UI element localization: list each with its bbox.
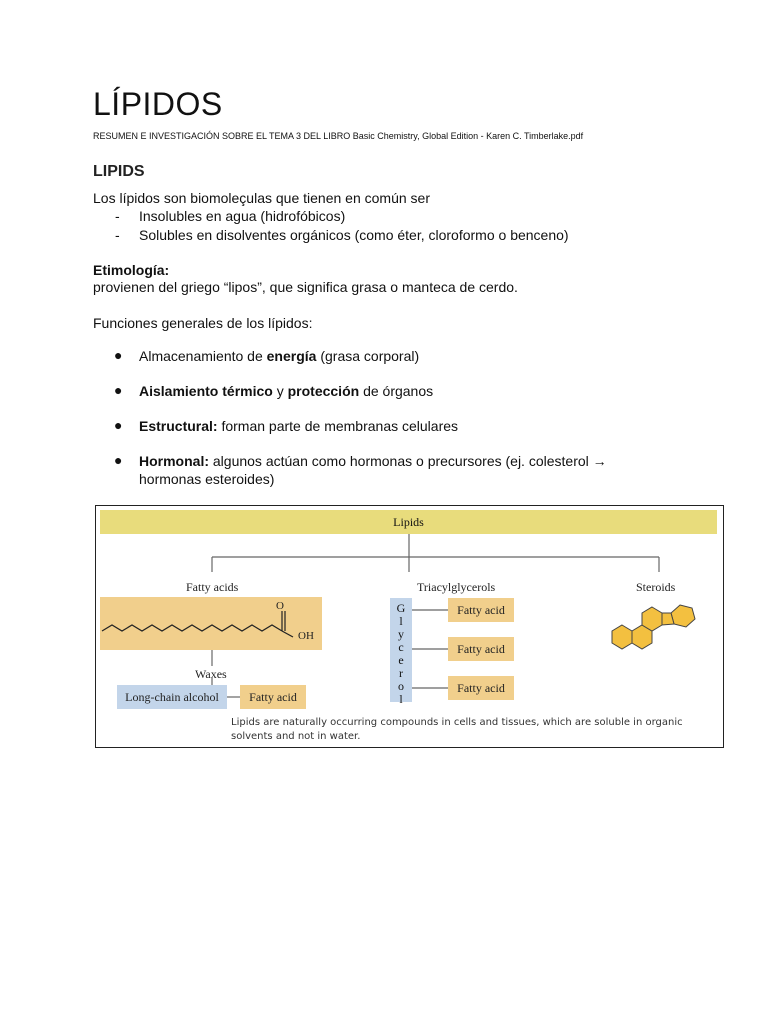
steroids-label: Steroids xyxy=(636,580,676,594)
fatty-acid-label: Fatty acid xyxy=(457,642,505,656)
bullet-marker: ● xyxy=(114,417,123,433)
page-title: LÍPIDOS xyxy=(93,86,223,122)
intro-paragraph: Los lípidos son biomoleçulas que tienen en común ser xyxy=(93,190,430,206)
fatty-acid-chain xyxy=(100,597,330,657)
hydroxyl-bond xyxy=(282,631,293,637)
hydroxyl-label: OH xyxy=(298,630,314,642)
figure-header: Lipids xyxy=(100,510,717,534)
fatty-acid-label: Fatty acid xyxy=(457,681,505,695)
carbonyl-oxygen: O xyxy=(276,600,284,612)
list-item xyxy=(115,208,345,224)
etymology-label: Etimología: xyxy=(93,262,170,278)
long-chain-alcohol-label: Long-chain alcohol xyxy=(125,690,219,704)
subtitle: RESUMEN E INVESTIGACIÓN SOBRE EL TEMA 3 DEL LIBRO Basic Chemistry, Global Edition - Karen C. Timberlake.pdf xyxy=(93,131,584,141)
figure-caption: Lipids are naturally occurring compounds in cells and tissues, which are soluble in organic solvents and not in water. xyxy=(231,717,683,742)
fatty-acids-label: Fatty acids xyxy=(186,580,239,594)
bullet-marker: ● xyxy=(114,347,123,363)
fatty-acid-label: Fatty acid xyxy=(249,690,297,704)
list-item-text: Insolubles en agua (hidrofóbicos) xyxy=(139,208,346,224)
section-heading: LIPIDS xyxy=(93,163,145,180)
function-text: Hormonal: algunos actúan como hormonas o precursores (ej. colesterol → hormonas esteroides) xyxy=(139,453,607,487)
function-text: Almacenamiento de energía (grasa corporal) xyxy=(139,348,420,364)
carbon-chain xyxy=(102,625,282,631)
bullet-marker: ● xyxy=(114,452,123,468)
etymology-text: provienen del griego “lipos”, que significa grasa o manteca de cerdo. xyxy=(93,279,518,295)
steroid-ring-structure xyxy=(610,598,720,658)
bullet-marker: ● xyxy=(114,382,123,398)
glycerol-backbone: G l y c e r o l xyxy=(390,598,412,702)
fatty-acid-label: Fatty acid xyxy=(457,603,505,617)
dash-marker: - xyxy=(115,208,120,224)
lipids-figure xyxy=(95,505,724,748)
steroid-ring xyxy=(612,625,632,649)
function-text: Estructural: forman parte de membranas celulares xyxy=(139,418,459,434)
functions-intro: Funciones generales de los lípidos: xyxy=(93,315,313,331)
list-item-text: Solubles en disolventes orgánicos (como éter, cloroformo o benceno) xyxy=(139,227,569,243)
dash-marker: - xyxy=(115,227,120,243)
waxes-label: Waxes xyxy=(195,667,227,681)
list-item xyxy=(115,227,569,243)
steroid-ring xyxy=(671,605,695,627)
triacylglycerols-label: Triacylglycerols xyxy=(417,580,496,594)
function-text: Aislamiento térmico y protección de órganos xyxy=(139,383,434,399)
